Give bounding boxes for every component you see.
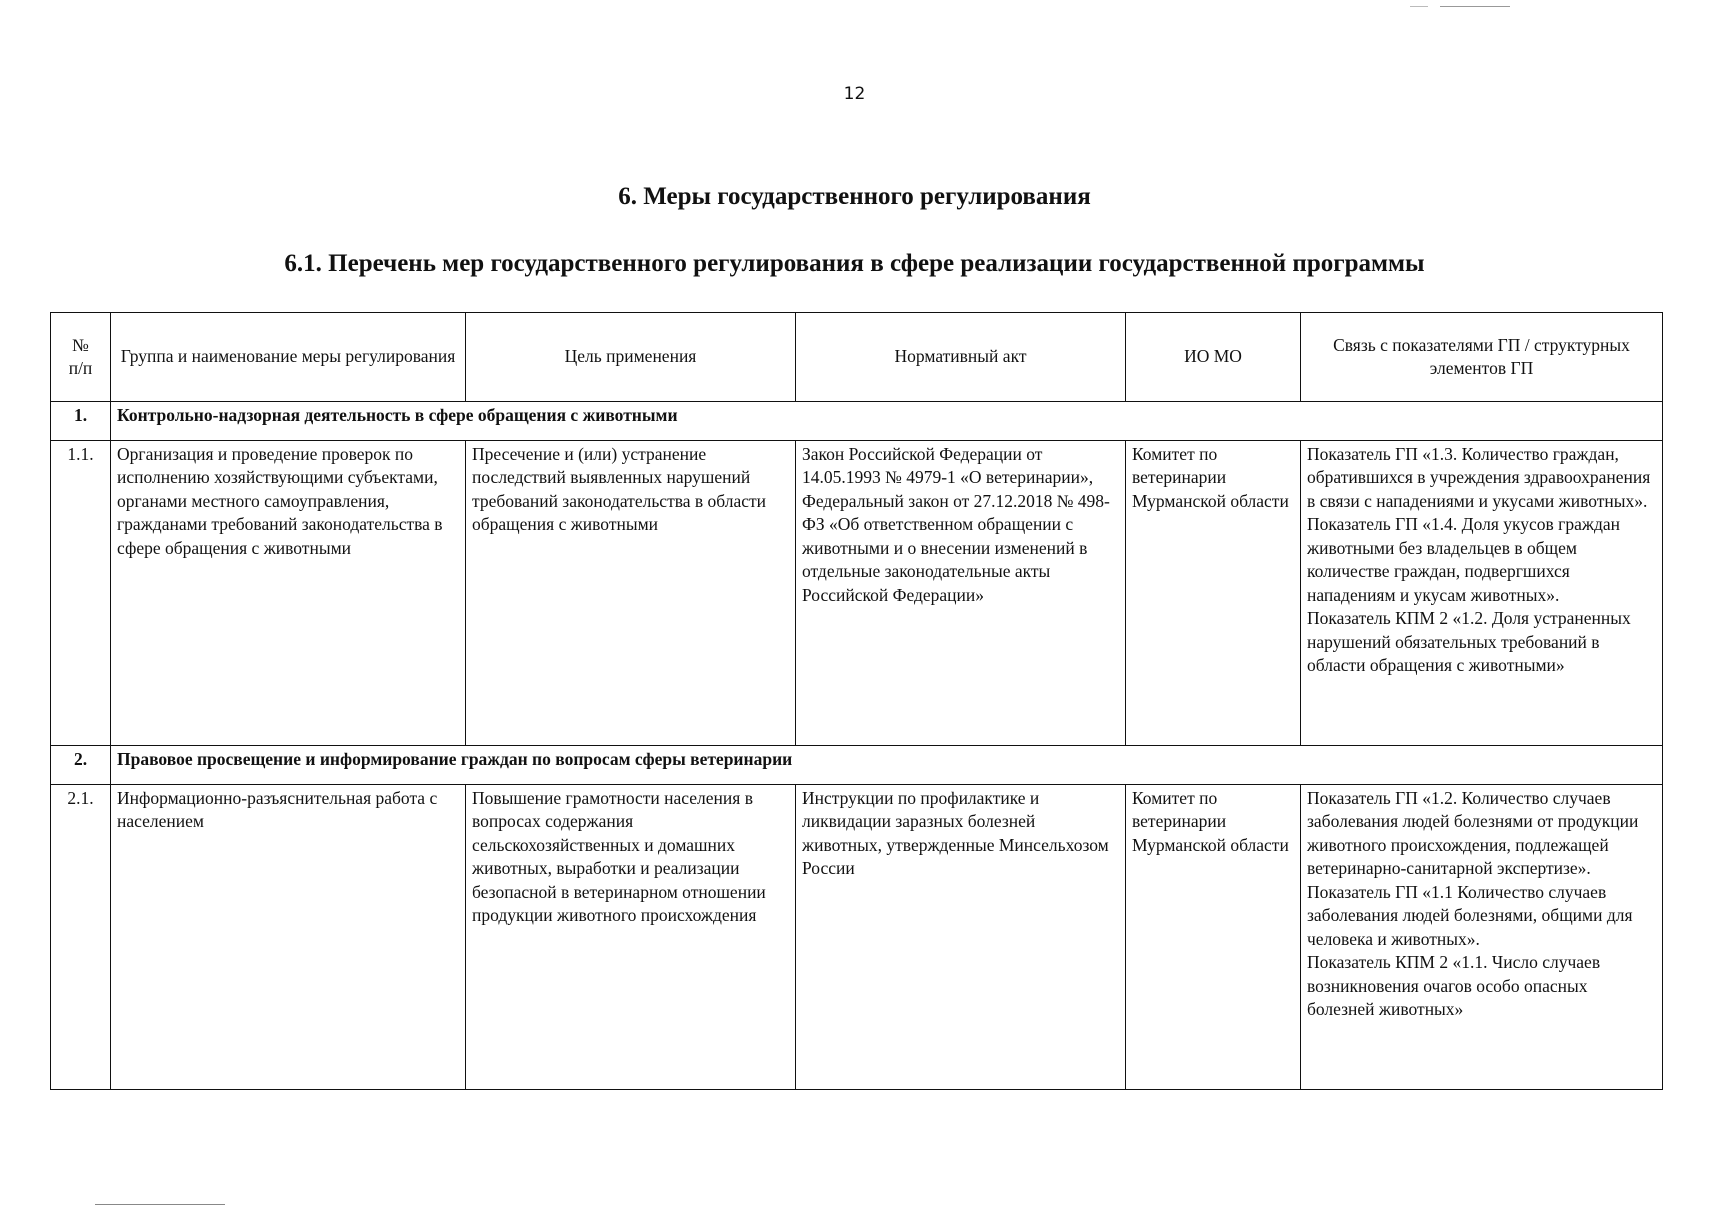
group-row <box>51 402 1663 441</box>
item-io: Комитет по ветеринарии Мурманской области <box>1126 785 1301 1090</box>
item-num: 1.1. <box>51 441 111 746</box>
table-row <box>51 441 1663 746</box>
subsection-title: 6.1. Перечень мер государственного регулирования в сфере реализации государственной программы <box>284 250 1425 277</box>
item-act: Инструкции по профилактике и ликвидации заразных болезней животных, утвержденные Минсельхозом России <box>796 785 1126 1090</box>
group-title: Правовое просвещение и информирование граждан по вопросам сферы ветеринарии <box>111 746 1663 785</box>
item-io: Комитет по ветеринарии Мурманской области <box>1126 441 1301 746</box>
regulation-measures-table <box>50 312 1663 1090</box>
item-name: Организация и проведение проверок по исполнению хозяйствующими субъектами, органами местного самоуправления, гражданами требований законодательства в сфере обращения с животными <box>111 441 466 746</box>
item-goal: Повышение грамотности населения в вопросах содержания сельскохозяйственных и домашних животных, выработки и реализации безопасной в ветеринарном отношении продукции животного происхождения <box>466 785 796 1090</box>
header-name: Группа и наименование меры регулирования <box>111 313 466 402</box>
header-goal: Цель применения <box>466 313 796 402</box>
item-act: Закон Российской Федерации от 14.05.1993 № 4979-1 «О ветеринарии», Федеральный закон от 27.12.2018 № 498-ФЗ «Об ответственном обращении с животными и о внесении изменений в отдельные законодательные акты Российской Федерации» <box>796 441 1126 746</box>
item-goal: Пресечение и (или) устранение последствий выявленных нарушений требований законодательства в области обращения с животными <box>466 441 796 746</box>
table-row <box>51 785 1663 1090</box>
item-num: 2.1. <box>51 785 111 1090</box>
item-link: Показатель ГП «1.3. Количество граждан, обратившихся в учреждения здравоохранения в связи с нападениями и укусами животных». Показатель ГП «1.4. Доля укусов граждан животными без владельцев в общем количестве граждан, подвергшихся нападениям и укусам животных». Показатель КПМ 2 «1.2. Доля устраненных нарушений обязательных требований в области обращения с животными» <box>1301 441 1663 746</box>
item-link: Показатель ГП «1.2. Количество случаев заболевания людей болезнями от продукции животного происхождения, подлежащей ветеринарно-санитарной экспертизе». Показатель ГП «1.1 Количество случаев заболевания людей болезнями, общими для человека и животных». Показатель КПМ 2 «1.1. Число случаев возникновения очагов особо опасных болезней животных» <box>1301 785 1663 1090</box>
section-title: 6. Меры государственного регулирования <box>618 183 1091 210</box>
header-link: Связь с показателями ГП / структурных элементов ГП <box>1301 313 1663 402</box>
header-io: ИО МО <box>1126 313 1301 402</box>
group-num: 2. <box>51 746 111 785</box>
group-title: Контрольно-надзорная деятельность в сфере обращения с животными <box>111 402 1663 441</box>
table-header-row <box>51 313 1663 402</box>
item-name: Информационно-разъяснительная работа с населением <box>111 785 466 1090</box>
header-num: № п/п <box>51 313 111 402</box>
group-num: 1. <box>51 402 111 441</box>
page-number: 12 <box>843 84 866 104</box>
group-row <box>51 746 1663 785</box>
scan-artifact-top <box>1410 6 1510 7</box>
header-act: Нормативный акт <box>796 313 1126 402</box>
